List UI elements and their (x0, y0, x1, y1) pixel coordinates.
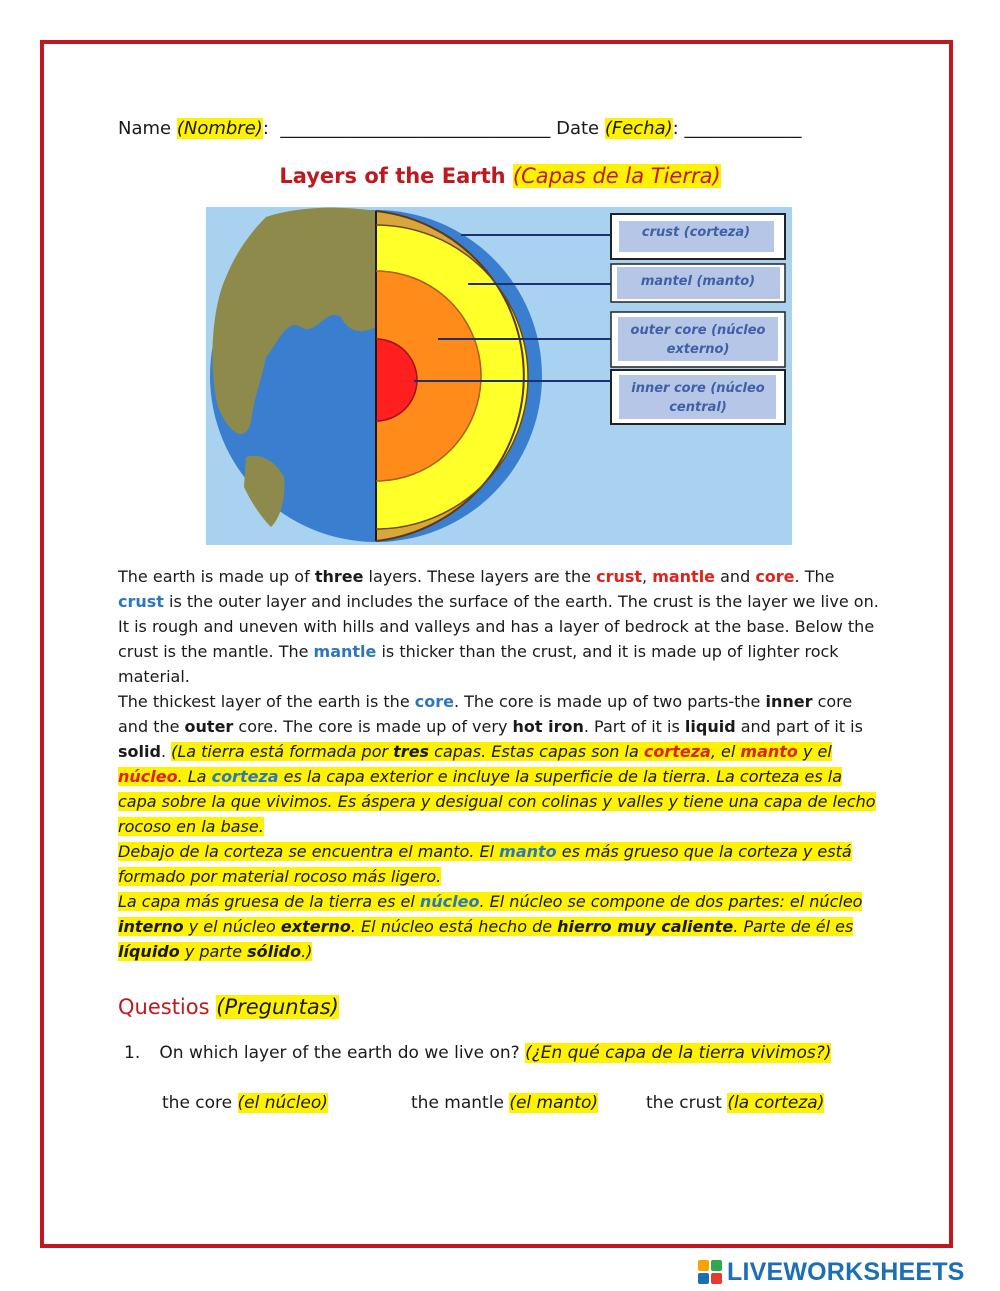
label-outer-core[interactable] (611, 312, 785, 367)
date-label-es: (Fecha) (604, 118, 673, 139)
name-label-es: (Nombre) (176, 118, 263, 139)
passage-english: The earth is made up of three layers. These layers are the crust, mantle and core. The crust is the outer layer and includes the surface of the earth. The crust is the layer we live on. It is rough and uneven with hills and valleys and has a layer of bedrock at the base. Below the crust is the mantle. The mantle is thicker than the crust, and it is made up of lighter rock material. (118, 567, 879, 686)
svg-text:mantel (manto): mantel (manto) (640, 274, 756, 289)
questions-heading-es: (Preguntas) (216, 995, 339, 1019)
option-the-crust[interactable]: the crust (la corteza) (646, 1093, 825, 1113)
date-label: Date (556, 118, 600, 139)
label-mantle[interactable] (611, 264, 785, 302)
option-the-mantle[interactable]: the mantle (el manto) (411, 1093, 598, 1113)
name-label: Name (118, 118, 172, 139)
svg-text:outer core (núcleo: outer core (núcleo (630, 323, 766, 338)
question-text: On which layer of the earth do we live on? (159, 1043, 520, 1063)
liveworksheets-logo-icon (698, 1260, 724, 1284)
name-field[interactable]: ______________________________ (280, 118, 551, 139)
liveworksheets-logo-text: LIVEWORKSHEETS (727, 1257, 965, 1286)
question-text-es: (¿En qué capa de la tierra vivimos?) (525, 1043, 832, 1063)
reading-passage: The earth is made up of three layers. These layers are the crust, mantle and core. The crust is the outer layer and includes the surface of the earth. The crust is the layer we live on. It is rough and uneven with hills and valleys and has a layer of bedrock at the base. Below the crust is the mantle. The mantle is thicker than the crust, and it is made up of lighter rock material. The thickest layer of the earth is the core. The core is made up of two parts-the inner core and the outer core. The core is made up of very hot iron. Part of it is liquid and part of it is solid. (La tierra está formada por tres capas. Estas capas son la corteza, el manto y el núcleo. La corteza es la capa exterior e incluye la superficie de la tierra. La corteza es la capa sobre la que vivimos. Es áspera y desigual con colinas y valles y tiene una capa de lecho rocoso en la base. Debajo de la corteza se encuentra el manto. El manto es más grueso que la corteza y está formado por material rocoso más ligero. La capa más gruesa de la tierra es el núcleo. El núcleo se compone de dos partes: el núcleo interno y el núcleo externo. El núcleo está hecho de hierro muy caliente. Parte de él es líquido y parte sólido.) (118, 564, 883, 964)
page-title: Layers of the Earth (Capas de la Tierra) (279, 164, 721, 188)
svg-text:central): central) (669, 400, 727, 415)
label-crust[interactable] (611, 214, 785, 259)
question-number: 1. (124, 1043, 141, 1063)
svg-text:crust (corteza): crust (corteza) (641, 225, 751, 240)
passage-spanish: (La tierra está formada por tres capas. Estas capas son la corteza, el manto y el núcleo. La corteza es la capa exterior e incluye la superficie de la tierra. La corteza es la capa sobre la que vivimos. Es áspera y desigual con colinas y valles y tiene una capa de lecho rocoso en la base. (118, 742, 876, 836)
svg-text:externo): externo) (666, 342, 730, 357)
name-date-line: Name (Nombre): ______________________________ Date (Fecha): _____________ (118, 118, 802, 139)
liveworksheets-logo[interactable] (698, 1258, 965, 1286)
questions-heading: Questios (Preguntas) (118, 995, 339, 1019)
option-the-core[interactable]: the core (el núcleo) (162, 1093, 328, 1113)
date-field[interactable]: _____________ (684, 118, 802, 139)
page-title-es: (Capas de la Tierra) (512, 164, 721, 188)
earth-layers-diagram (206, 207, 792, 545)
label-inner-core[interactable] (611, 370, 785, 424)
question-1 (124, 1043, 831, 1063)
svg-text:inner core (núcleo: inner core (núcleo (631, 381, 765, 396)
